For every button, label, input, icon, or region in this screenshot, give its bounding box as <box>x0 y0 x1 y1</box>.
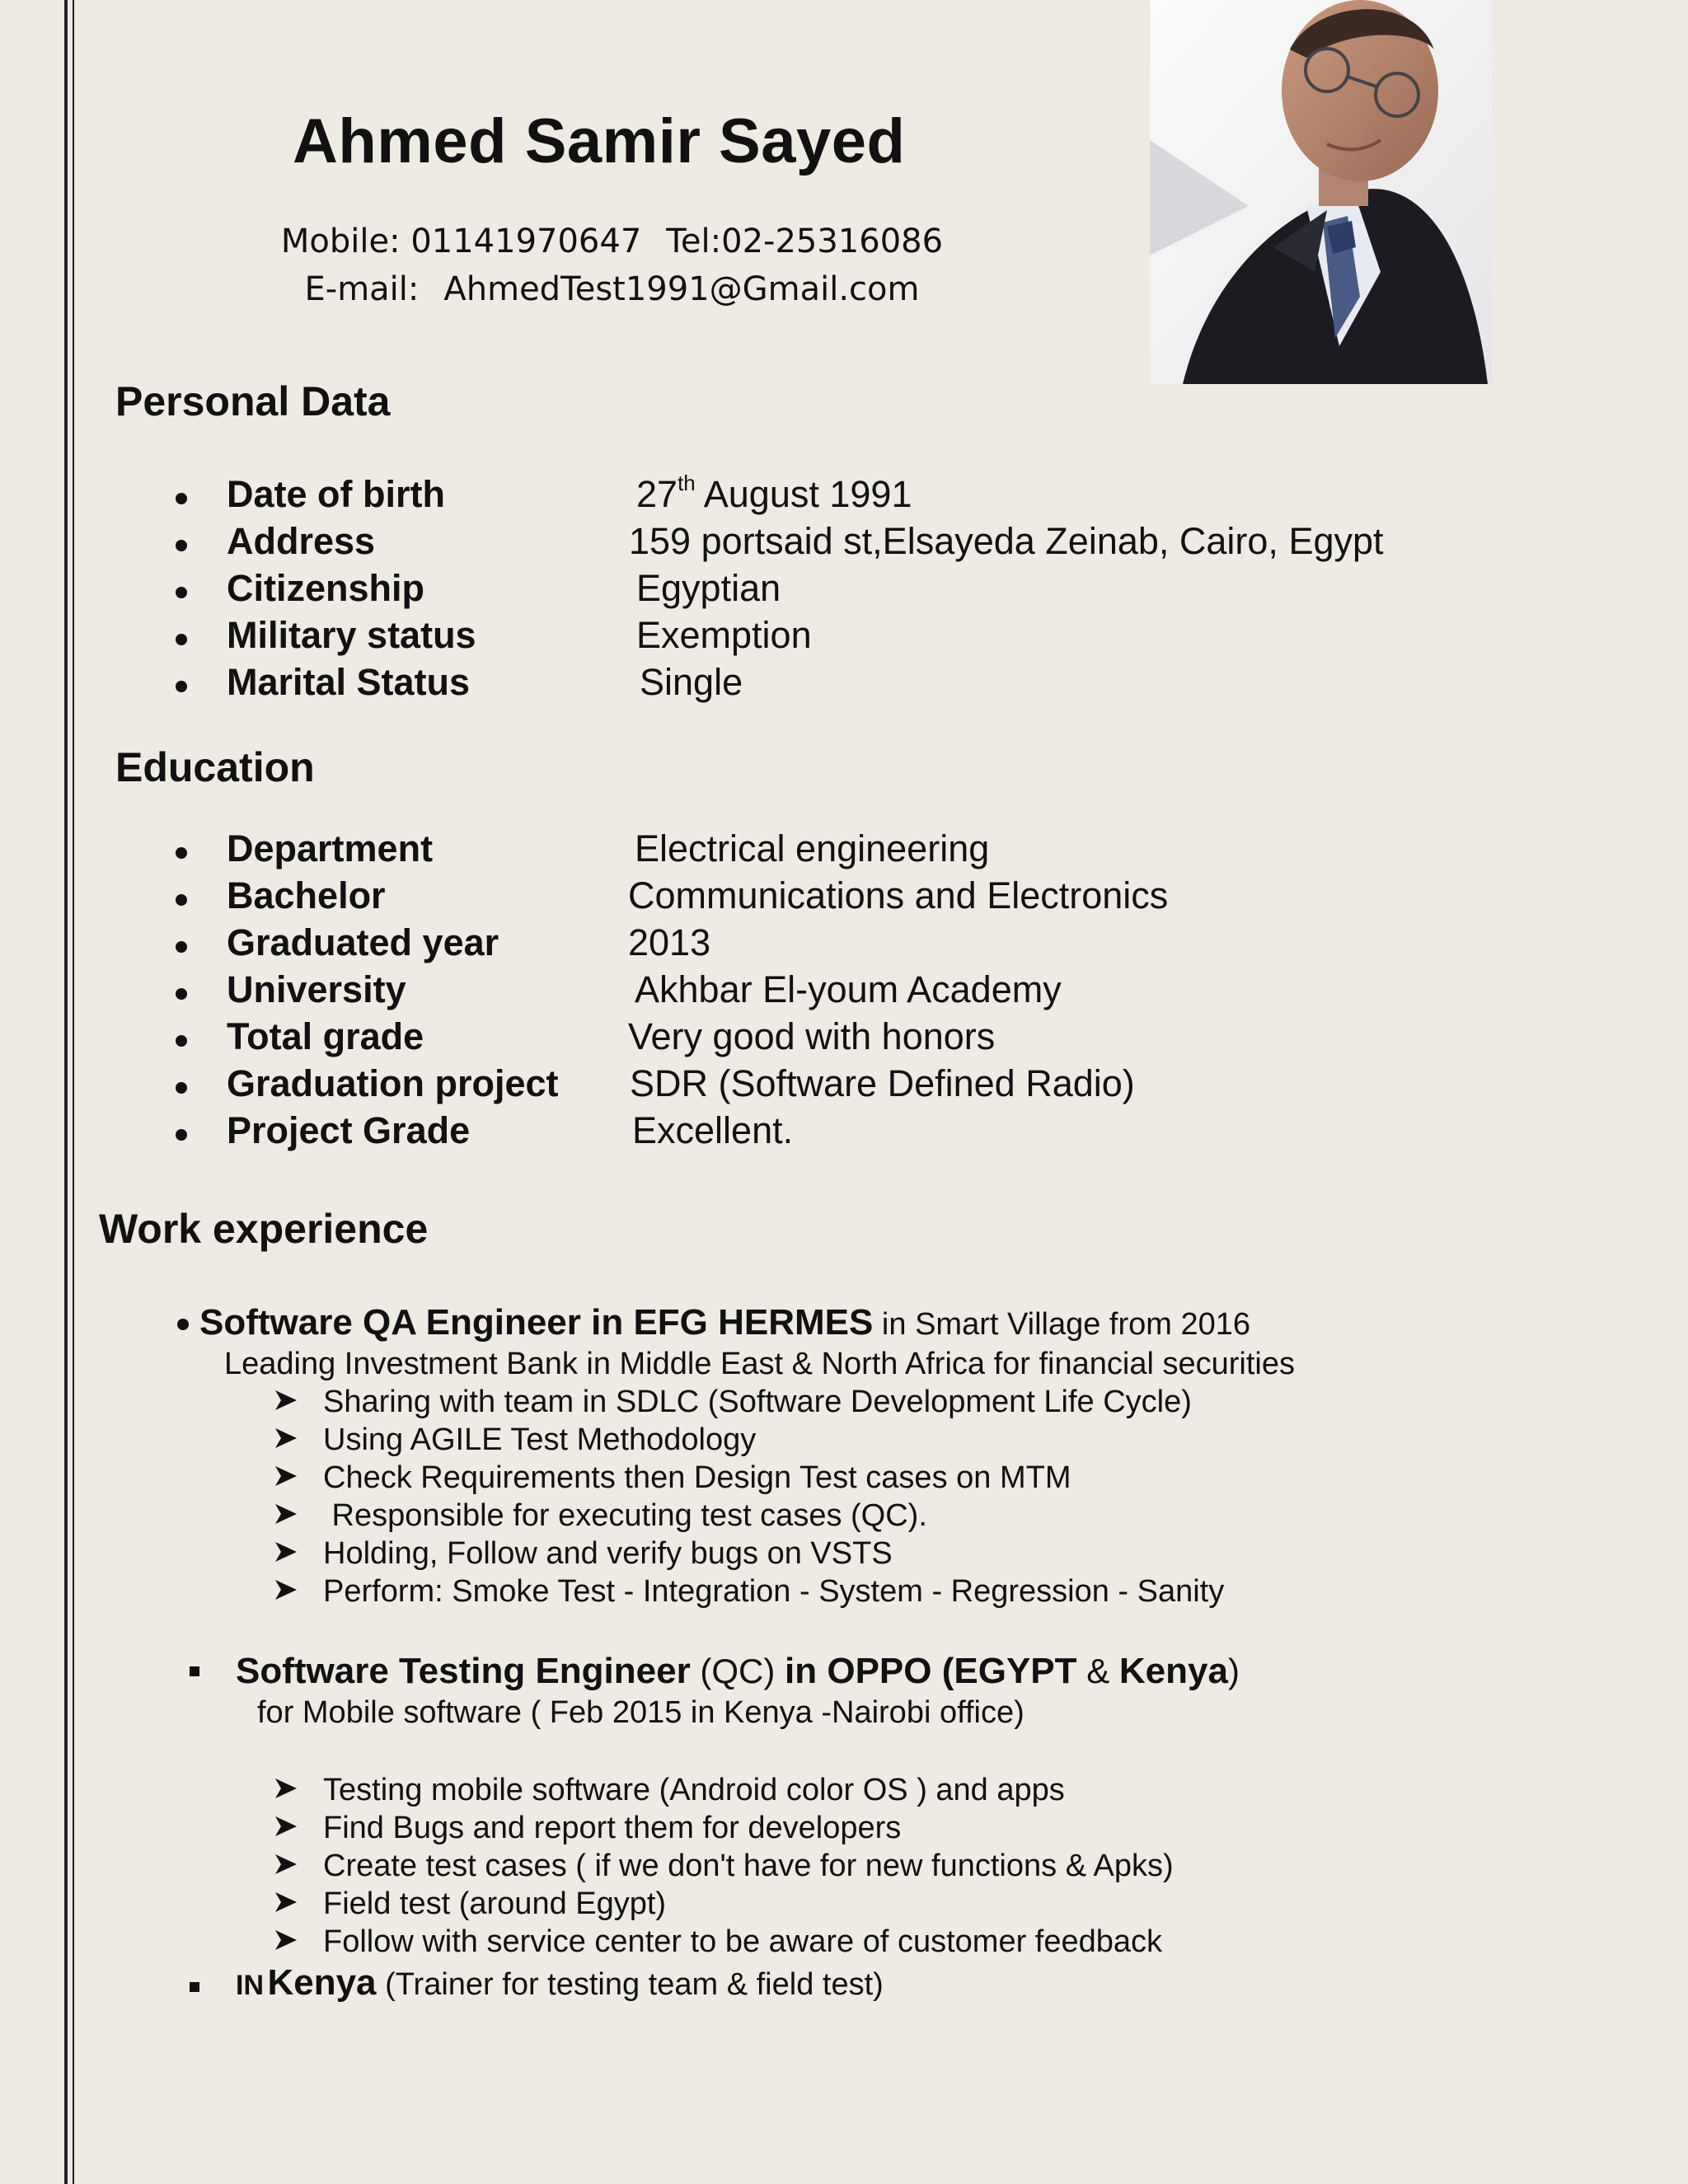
arrowhead-bullet-icon <box>272 1576 300 1604</box>
field-value: Very good with honors <box>628 1015 996 1057</box>
list-item-graduated-year <box>0 921 1484 968</box>
job2-amp: & <box>1076 1652 1119 1690</box>
field-value: SDR (Software Defined Radio) <box>630 1062 1135 1104</box>
job3-kenya: Kenya <box>267 1962 377 2003</box>
field-value: Communications and Electronics <box>628 874 1169 916</box>
round-bullet-icon <box>176 587 187 598</box>
job3-in: IN <box>236 1970 264 2001</box>
arrowhead-bullet-icon <box>272 1812 300 1840</box>
arrowhead-bullet-icon <box>272 1926 300 1954</box>
round-bullet-icon <box>176 681 187 692</box>
round-bullet-icon <box>176 634 187 645</box>
tel-label: Tel: <box>666 223 722 260</box>
cv-page: Ahmed Samir Sayed Mobile: 01141970647 Tel:02-25316086 E-mail: AhmedTest1991@Gmail.com Personal Data Date of birth 27th August 1991 Address 159 portsaid st,Elsayeda Zeinab, Cairo, Egypt Citizenship Egyptian Military status Exemption Marital Status Single Education Department Electrical engineering Bachelor Communications and Electronics Graduated year 2013 University Akhbar El-youm Academy Total grade Very good with honors Graduation project SDR (Software Defined Radio) Project Grade Excellent. Work experience Software QA Engineer in EFG HERMES in Smart Village from 2016 Leading Investment Bank in Middle East & North Africa for financial securities Sharing with team in SDLC (Software Development Life Cycle) Using AGILE Test Methodology Check Requirements then Design Test cases on MTM Responsible for executing test cases (QC). Holding, Follow and verify bugs on VSTS Perform: Smoke Test - Integration - System - Regression - Sanity Software Testing Engineer (QC) in OPPO (EGYPT & Kenya) for Mobile software ( Feb 2015 in Kenya -Nairobi office) Testing mobile software (Android color OS ) and apps Find Bugs and report them for developers Create test cases ( if we don't have for new functions & Apks) Field test (around Egypt) Follow with service center to be aware of customer feedback IN Kenya (Trainer for testing team & field test) <box>0 0 1688 2184</box>
field-value: Akhbar El-youm Academy <box>635 968 1062 1010</box>
arrowhead-bullet-icon <box>272 1386 300 1414</box>
candidate-name: Ahmed Samir Sayed <box>293 106 906 176</box>
field-value: Excellent. <box>632 1109 794 1151</box>
field-label: Department <box>227 827 434 869</box>
field-label: Citizenship <box>227 567 425 609</box>
field-value: 159 portsaid st,Elsayeda Zeinab, Cairo, Egypt <box>629 520 1384 562</box>
field-label: Graduated year <box>227 921 499 963</box>
field-value: Egyptian <box>636 567 781 609</box>
job2-heading <box>236 1651 1240 1692</box>
job3-heading <box>236 1962 884 2004</box>
round-bullet-icon <box>176 1129 187 1141</box>
arrowhead-bullet-icon <box>272 1888 300 1916</box>
section-education: Education <box>115 744 315 790</box>
round-bullet-icon <box>176 988 187 1000</box>
tel-number: 02-25316086 <box>721 223 944 260</box>
round-bullet-icon <box>176 1035 187 1047</box>
field-label: Total grade <box>227 1015 424 1057</box>
email-line <box>247 270 977 308</box>
list-item-project-grade <box>0 1109 1484 1156</box>
round-bullet-icon <box>176 1082 187 1094</box>
job1-description: Leading Investment Bank in Middle East & North Africa for financial securities <box>224 1347 1295 1381</box>
mobile-label: Mobile: <box>280 223 401 260</box>
field-value: 27th August 1991 <box>636 471 912 515</box>
list-item-bachelor <box>0 874 1484 921</box>
email-label: E-mail: <box>304 270 420 308</box>
field-label: Graduation project <box>227 1062 559 1104</box>
field-label: Date of birth <box>227 473 445 515</box>
list-item-citizenship <box>0 567 1484 614</box>
arrowhead-bullet-icon <box>272 1462 300 1490</box>
job1-place: in Smart Village from 2016 <box>873 1307 1251 1342</box>
list-item-military <box>0 614 1484 661</box>
field-value: Exemption <box>636 614 812 656</box>
round-bullet-icon <box>177 1319 189 1330</box>
list-item-address <box>0 520 1484 567</box>
job3-description: (Trainer for testing team & field test) <box>376 1967 884 2002</box>
phone-line <box>247 223 977 260</box>
mobile-number: 01141970647 <box>410 223 642 260</box>
field-label: Address <box>227 520 376 562</box>
section-work-experience: Work experience <box>99 1206 429 1252</box>
arrowhead-bullet-icon <box>272 1500 300 1528</box>
field-label: Project Grade <box>227 1109 471 1151</box>
list-item-birth <box>0 473 1484 520</box>
job2-kenya: Kenya <box>1118 1651 1228 1691</box>
round-bullet-icon <box>176 847 187 859</box>
list-item-university <box>0 968 1484 1015</box>
job2-company: in OPPO (EGYPT <box>785 1651 1077 1691</box>
job2-role: Software Testing Engineer <box>236 1651 691 1691</box>
list-item-total-grade <box>0 1015 1484 1062</box>
square-bullet-icon <box>190 1666 199 1676</box>
field-label: Marital Status <box>227 661 471 703</box>
round-bullet-icon <box>176 493 187 504</box>
arrowhead-bullet-icon <box>272 1850 300 1878</box>
arrowhead-bullet-icon <box>272 1538 300 1566</box>
field-label: Military status <box>227 614 476 656</box>
email-address: AhmedTest1991@Gmail.com <box>443 270 920 308</box>
field-value: Single <box>640 661 743 703</box>
section-personal-data: Personal Data <box>115 378 391 424</box>
job2-description: for Mobile software ( Feb 2015 in Kenya -Nairobi office) <box>257 1695 1025 1730</box>
round-bullet-icon <box>176 894 187 906</box>
list-item-graduation-project <box>0 1062 1484 1109</box>
arrowhead-bullet-icon <box>272 1774 300 1802</box>
square-bullet-icon <box>190 1982 199 1992</box>
field-label: Bachelor <box>227 874 386 916</box>
field-value: Electrical engineering <box>635 827 990 869</box>
list-item-department <box>0 827 1484 874</box>
round-bullet-icon <box>176 941 187 953</box>
list-item-marital <box>0 661 1484 708</box>
job2-qc: (QC) <box>690 1652 785 1690</box>
profile-photo <box>1150 0 1493 384</box>
job1-heading <box>199 1302 1250 1343</box>
job1-role: Software QA Engineer in EFG HERMES <box>199 1302 874 1343</box>
job2-close: ) <box>1227 1652 1240 1690</box>
field-label: University <box>227 968 406 1010</box>
arrowhead-bullet-icon <box>272 1424 300 1452</box>
field-value: 2013 <box>628 921 711 963</box>
round-bullet-icon <box>176 540 187 551</box>
